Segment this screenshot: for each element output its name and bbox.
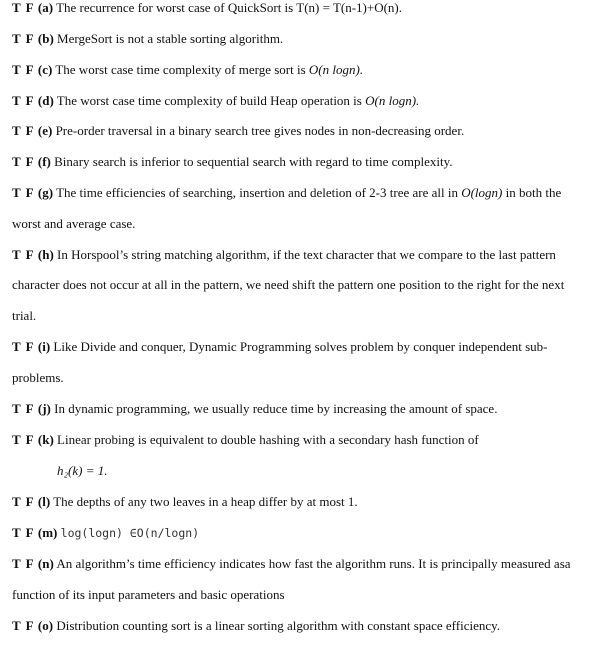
question-label: (j) (37, 401, 51, 416)
question-i-continuation (12, 370, 597, 386)
question-l (12, 494, 597, 510)
tf-marker: T F (12, 618, 35, 633)
question-text: function of its input parameters and basic operations (12, 587, 285, 602)
tf-marker: T F (12, 31, 35, 46)
question-text: Like Divide and conquer, Dynamic Programming solves problem by conquer independent sub- (53, 339, 548, 354)
question-text: An algorithm’s time efficiency indicates how fast the algorithm runs. It is principally measured asa (56, 556, 571, 571)
question-text: In dynamic programming, we usually reduce time by increasing the amount of space. (54, 401, 498, 416)
tf-marker: T F (12, 432, 35, 447)
tf-marker: T F (12, 154, 35, 169)
question-label: (d) (37, 93, 54, 108)
question-n (12, 556, 597, 572)
question-label: (o) (37, 618, 54, 633)
tf-marker: T F (12, 494, 35, 509)
question-k (12, 432, 597, 448)
question-f (12, 154, 597, 170)
tf-marker: T F (12, 556, 35, 571)
question-text: Binary search is inferior to sequential search with regard to time complexity. (54, 154, 453, 169)
question-text: The worst case time complexity of merge sort is (55, 62, 309, 77)
question-g-continuation (12, 216, 597, 232)
question-n-continuation (12, 587, 597, 603)
question-label: (f) (37, 154, 51, 169)
complexity-term: O(logn) (461, 185, 503, 200)
question-g (12, 185, 597, 201)
question-label: (n) (37, 556, 54, 571)
question-m (12, 525, 597, 541)
question-h-continuation-1 (12, 277, 597, 293)
question-text: The recurrence for worst case of QuickSort is T(n) = T(n-1)+O(n). (56, 0, 402, 15)
question-text: Linear probing is equivalent to double hashing with a secondary hash function of (57, 432, 479, 447)
question-j (12, 401, 597, 417)
question-label: (m) (37, 525, 58, 540)
question-text: Pre-order traversal in a binary search tree gives nodes in non-decreasing order. (55, 123, 465, 138)
question-label: (e) (37, 123, 53, 138)
question-i (12, 339, 597, 355)
tf-marker: T F (12, 93, 35, 108)
question-a (12, 0, 597, 16)
question-h-continuation-2 (12, 308, 597, 324)
question-label: (a) (37, 0, 54, 15)
tf-marker: T F (12, 525, 35, 540)
question-c (12, 62, 597, 78)
question-text: The depths of any two leaves in a heap differ by at most 1. (53, 494, 358, 509)
tf-marker: T F (12, 247, 35, 262)
question-text: MergeSort is not a stable sorting algorithm. (57, 31, 284, 46)
tf-marker: T F (12, 401, 35, 416)
question-d (12, 93, 597, 109)
question-text: The time efficiencies of searching, insertion and deletion of 2-3 tree are all in (56, 185, 462, 200)
tf-marker: T F (12, 339, 35, 354)
question-label: (g) (37, 185, 54, 200)
question-label: (i) (37, 339, 51, 354)
question-label: (h) (37, 247, 54, 262)
question-label: (c) (37, 62, 53, 77)
question-label: (b) (37, 31, 54, 46)
tf-marker: T F (12, 123, 35, 138)
tf-marker: T F (12, 62, 35, 77)
hash-formula: h₂(k) = 1. (57, 463, 108, 478)
question-h (12, 247, 597, 263)
question-text: problems. (12, 370, 64, 385)
question-label: (k) (37, 432, 54, 447)
complexity-term: O(n logn). (308, 62, 364, 77)
tf-marker: T F (12, 0, 35, 15)
question-text: trial. (12, 308, 37, 323)
complexity-term: O(n logn). (365, 93, 420, 108)
question-b (12, 31, 597, 47)
question-label: (l) (37, 494, 51, 509)
question-text: character does not occur at all in the pattern, we need shift the pattern one position to the right for the next (12, 277, 565, 292)
question-o (12, 618, 597, 634)
complexity-expression: log(logn) ∈O(n/logn) (60, 526, 200, 540)
question-text: The worst case time complexity of build Heap operation is (56, 93, 366, 108)
question-text: In Horspool’s string matching algorithm, if the text character that we compare to the last pattern (57, 247, 556, 262)
question-text: Distribution counting sort is a linear sorting algorithm with constant space efficiency. (56, 618, 501, 633)
question-text-tail: in both the (502, 185, 562, 200)
question-e (12, 123, 597, 139)
question-text: worst and average case. (12, 216, 136, 231)
tf-marker: T F (12, 185, 35, 200)
